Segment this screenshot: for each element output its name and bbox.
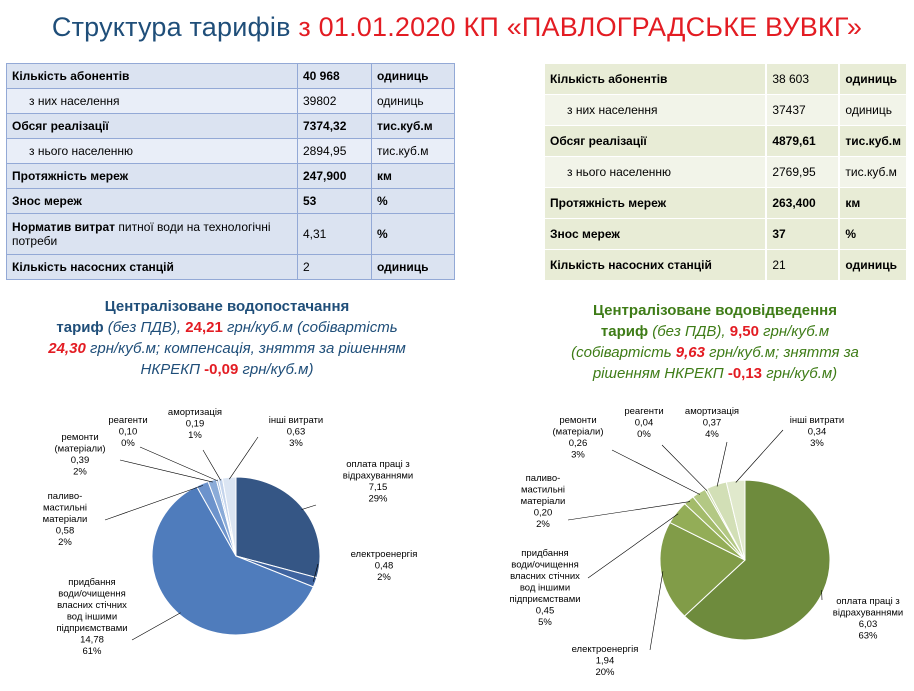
no-vat-text: (без ПДВ), — [103, 319, 186, 336]
row-label-rest: питної води на технологічні потреби — [12, 220, 271, 248]
slice-label-line: придбання — [68, 577, 116, 588]
slice-label-line: електроенергія — [350, 549, 418, 560]
slice-percent: 0% — [121, 438, 135, 449]
slice-value: 14,78 — [80, 634, 104, 646]
slice-label-line: амортизація — [167, 407, 223, 418]
row-unit: км — [372, 164, 455, 189]
row-unit: % — [839, 219, 907, 250]
slice-percent: 20% — [595, 667, 615, 678]
pie-chart-2 — [509, 406, 903, 678]
row-value: 2 — [298, 255, 372, 280]
slice-label — [685, 406, 739, 440]
row-value: 7374,32 — [298, 114, 372, 139]
slice-percent: 0% — [637, 429, 651, 440]
slice-percent: 61% — [82, 646, 102, 657]
slice-label-line: власних стічних — [510, 571, 580, 582]
row-label-text: Кількість насосних станцій — [550, 258, 712, 272]
row-value: 40 968 — [298, 64, 372, 89]
row-unit: % — [372, 214, 455, 255]
slice-label — [790, 415, 844, 449]
row-unit: тис.куб.м — [372, 114, 455, 139]
slice-label-line: вод іншими — [66, 611, 118, 623]
row-value: 4,31 — [298, 214, 372, 255]
slice-label — [43, 491, 88, 548]
leader-line — [132, 613, 181, 640]
slice-value: 0,10 — [118, 426, 138, 438]
leader-line — [736, 430, 783, 483]
slice-label-line: інші витрати — [789, 415, 845, 426]
row-label-text: з них населення — [29, 94, 120, 108]
slice-value: 0,04 — [634, 417, 654, 429]
row-label-text: Обсяг реалізації — [12, 119, 109, 133]
row-label-text: Норматив витрат — [12, 220, 116, 234]
tariff-value: 9,50 — [729, 323, 759, 340]
row-unit: тис.куб.м — [372, 139, 455, 164]
slice-label-line: мастильні — [42, 502, 88, 514]
slice-percent: 3% — [810, 438, 824, 449]
row-value: 247,900 — [298, 164, 372, 189]
slice-label — [521, 473, 566, 530]
slice-label-line: паливо- — [47, 491, 83, 502]
slice-label-line: власних стічних — [57, 600, 127, 611]
slice-label — [108, 415, 147, 449]
title-part-2: з 01.01.2020 КП «ПАВЛОГРАДСЬКЕ ВУВКГ» — [298, 12, 863, 42]
slice-label — [553, 415, 604, 461]
row-label-text: з нього населенню — [29, 144, 134, 158]
slice-label — [269, 415, 323, 449]
slice-label-line: (матеріали) — [54, 443, 106, 455]
slice-label-line: реагенти — [108, 415, 148, 426]
row-unit: одиниць — [839, 95, 907, 126]
slice-percent: 2% — [536, 519, 550, 530]
slice-percent: 2% — [73, 466, 87, 478]
slice-value: 0,63 — [286, 426, 306, 438]
slice-percent: 29% — [368, 493, 388, 505]
slice-value: 1,94 — [595, 655, 615, 667]
row-unit: % — [372, 189, 455, 214]
title-part-1: Структура тарифів — [51, 12, 291, 42]
leader-line — [717, 442, 727, 487]
slice-label — [351, 549, 418, 583]
slice-label — [624, 406, 663, 440]
leader-line — [568, 502, 690, 520]
row-value: 37 — [766, 219, 839, 250]
slice-value: 0,58 — [55, 525, 75, 537]
regulator-text: НКРЕКП — [140, 361, 205, 378]
slice-label-line: вод іншими — [519, 582, 571, 594]
tariff-word: тариф — [56, 319, 104, 336]
row-label-text: Протяжність мереж — [12, 169, 129, 183]
slice-percent: 63% — [858, 630, 878, 642]
slice-label — [509, 548, 580, 628]
slice-value: 0,26 — [568, 438, 588, 449]
row-value: 39802 — [298, 89, 372, 114]
slice-label-line: інші витрати — [268, 415, 324, 426]
slice-label-line: підприємствами — [56, 623, 128, 634]
row-label-text: Обсяг реалізації — [550, 134, 647, 148]
slice-value: 0,48 — [374, 560, 394, 572]
leader-line — [229, 437, 258, 479]
row-unit: тис.куб.м — [839, 157, 907, 188]
slice-label — [56, 577, 127, 657]
row-value: 37437 — [766, 95, 839, 126]
row-value: 53 — [298, 189, 372, 214]
slice-label-line: підприємствами — [509, 594, 581, 605]
no-vat-text: (без ПДВ), — [648, 323, 730, 340]
slice-value: 7,15 — [368, 482, 388, 493]
slice-label-line: придбання — [521, 548, 569, 559]
cost-value: 24,30 — [48, 340, 86, 357]
slice-label-line: мастильні — [520, 484, 566, 496]
slice-percent: 2% — [377, 572, 391, 583]
row-label-text: з них населення — [567, 103, 658, 117]
slice-label — [343, 459, 413, 505]
row-unit: тис.куб.м — [839, 126, 907, 157]
row-label-text: Кількість насосних станцій — [12, 260, 174, 274]
slice-label — [168, 407, 222, 441]
row-unit: км — [839, 188, 907, 219]
slice-value: 0,34 — [807, 426, 827, 438]
leader-line — [662, 445, 707, 491]
row-unit: одиниць — [372, 255, 455, 280]
slice-percent: 4% — [705, 429, 719, 440]
slice-percent: 3% — [289, 438, 303, 449]
pie-chart-1 — [43, 407, 418, 657]
cost-prefix: (собівартість — [571, 344, 676, 361]
slice-label-line: матеріали — [42, 514, 88, 525]
slice-label — [572, 644, 639, 678]
adjust-unit: грн/куб.м) — [238, 361, 314, 378]
slice-label — [55, 432, 106, 478]
slice-percent: 1% — [188, 430, 202, 441]
leader-line — [120, 460, 213, 482]
row-value: 263,400 — [766, 188, 839, 219]
row-label-text: Протяжність мереж — [550, 196, 667, 210]
leader-line — [302, 505, 317, 510]
slice-label — [833, 596, 903, 642]
row-label-text: з нього населенню — [567, 165, 672, 179]
tariff-word: тариф — [600, 323, 649, 340]
slice-label-line: відрахуваннями — [832, 607, 904, 619]
adjust-value: -0,13 — [727, 365, 763, 382]
slice-label-line: амортизація — [684, 406, 740, 417]
row-unit: одиниць — [839, 250, 907, 281]
slice-label-line: ремонти — [61, 432, 99, 443]
slice-label-line: оплата праці з — [346, 459, 410, 470]
slice-label-line: паливо- — [525, 473, 561, 484]
slice-value: 0,37 — [702, 417, 722, 429]
slice-label-line: (матеріали) — [552, 426, 604, 438]
leader-line — [650, 571, 663, 650]
row-label-text: Знос мереж — [550, 227, 620, 241]
row-value: 21 — [766, 250, 839, 281]
adjust-unit: грн/куб.м) — [762, 365, 838, 382]
wastewater-title: Централізоване водовідведення — [593, 302, 837, 319]
slice-label-line: електроенергія — [571, 644, 639, 655]
leader-line — [612, 450, 700, 495]
cost-unit: грн/куб.м; зняття за — [705, 344, 859, 361]
cost-unit: грн/куб.м; компенсація, зняття за рішенням — [85, 340, 406, 357]
row-unit: одиниць — [839, 64, 907, 95]
row-label-text: Кількість абонентів — [12, 69, 130, 83]
row-unit: одиниць — [372, 64, 455, 89]
slice-label-line: реагенти — [624, 406, 664, 417]
cost-value: 9,63 — [675, 344, 705, 361]
slice-value: 0,19 — [185, 418, 205, 430]
slice-percent: 3% — [571, 449, 585, 461]
row-value: 2894,95 — [298, 139, 372, 164]
row-label-text: Знос мереж — [12, 194, 82, 208]
slice-value: 6,03 — [858, 619, 878, 630]
slice-label-line: оплата праці з — [836, 596, 900, 607]
leader-line — [140, 447, 218, 481]
slice-label-line: води/очищення — [58, 588, 126, 600]
slice-value: 0,39 — [70, 455, 90, 466]
tariff-unit: грн/куб.м — [758, 323, 830, 340]
slice-label-line: ремонти — [559, 415, 597, 426]
row-value: 38 603 — [766, 64, 839, 95]
row-label-text: Кількість абонентів — [550, 72, 668, 86]
adjust-value: -0,09 — [204, 361, 239, 378]
tariff-value: 24,21 — [185, 319, 223, 336]
slice-label-line: відрахуваннями — [342, 470, 414, 482]
row-value: 2769,95 — [766, 157, 839, 188]
slice-percent: 2% — [58, 537, 72, 548]
tariff-unit: грн/куб.м (собівартість — [222, 319, 398, 336]
slice-label-line: матеріали — [520, 496, 566, 507]
slice-value: 0,20 — [533, 507, 553, 519]
slice-percent: 5% — [538, 617, 552, 628]
row-unit: одиниць — [372, 89, 455, 114]
slice-label-line: води/очищення — [511, 559, 579, 571]
row-value: 4879,61 — [766, 126, 839, 157]
slice-value: 0,45 — [535, 605, 555, 617]
regulator-text: рішенням НКРЕКП — [592, 365, 728, 382]
water-supply-title: Централізоване водопостачання — [104, 298, 350, 315]
